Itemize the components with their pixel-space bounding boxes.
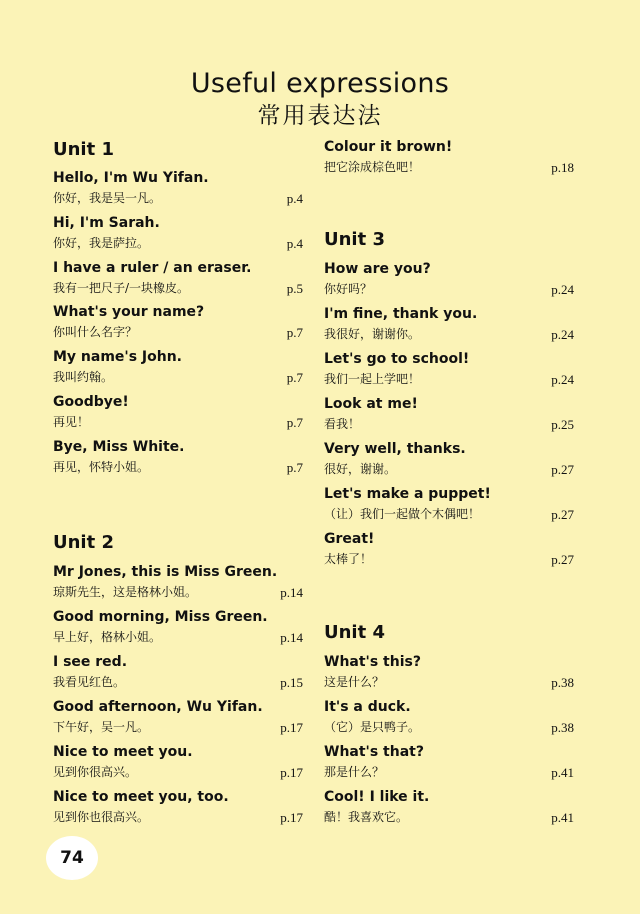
english-expression: Hi, I'm Sarah. [53,215,160,231]
expression-entry [53,169,303,214]
page-number: 74 [60,848,84,868]
english-expression: Very well, thanks. [324,441,466,457]
unit-heading: Unit 4 [324,622,385,643]
chinese-translation: 再见！ [53,415,90,429]
page-title: Useful expressions [190,68,450,99]
english-expression: Good morning, Miss Green. [53,609,268,625]
page-reference: p.24 [551,327,574,342]
chinese-translation: 你好，我是吴一凡。 [53,191,162,205]
expression-entry [324,350,574,395]
page-reference: p.14 [280,585,303,600]
expression-entry [324,698,574,743]
chinese-translation: 你好吗？ [324,282,373,296]
chinese-translation: （让）我们一起做个木偶吧！ [324,507,481,521]
expression-entry [324,305,574,350]
english-expression: Hello, I'm Wu Yifan. [53,170,209,186]
page-reference: p.17 [280,720,303,735]
chinese-translation: 太棒了！ [324,552,373,566]
english-expression: Bye, Miss White. [53,439,185,455]
page-reference: p.41 [551,765,574,780]
page-reference: p.5 [286,281,303,296]
page-subtitle: 常用表达法 [257,103,383,129]
english-expression: Cool! I like it. [324,789,430,805]
english-expression: I'm fine, thank you. [324,306,478,322]
page-reference: p.38 [551,675,574,690]
english-expression: Great! [324,531,375,547]
page-reference: p.24 [551,282,574,297]
expression-entry [53,348,303,393]
english-expression: I have a ruler / an eraser. [53,260,252,276]
english-expression: Good afternoon, Wu Yifan. [53,699,263,715]
chinese-translation: 见到你也很高兴。 [53,810,150,824]
page-reference: p.17 [280,765,303,780]
chinese-translation: 我很好，谢谢你。 [324,327,421,341]
chinese-translation: 下午好，吴一凡。 [53,720,150,734]
chinese-translation: 早上好，格林小姐。 [53,630,162,644]
page-reference: p.24 [551,372,574,387]
expression-entry [324,485,574,530]
chinese-translation: 我叫约翰。 [53,370,114,384]
chinese-translation: 我看见红色。 [53,675,126,689]
expression-entry [324,395,574,440]
english-expression: Mr Jones, this is Miss Green. [53,564,278,580]
english-expression: Nice to meet you. [53,744,193,760]
page-number-badge [46,836,98,880]
chinese-translation: （它）是只鸭子。 [324,720,421,734]
expression-entry [324,788,574,833]
expression-entry [324,743,574,788]
english-expression: My name's John. [53,349,183,365]
chinese-translation: 见到你很高兴。 [53,765,138,779]
english-expression: It's a duck. [324,699,411,715]
expression-entry [53,393,303,438]
expression-entry [324,653,574,698]
page-reference: p.27 [551,552,574,567]
expression-entry [53,608,303,653]
unit-heading: Unit 1 [53,139,114,160]
page-reference: p.27 [551,462,574,477]
chinese-translation: 酷！我喜欢它。 [324,810,409,824]
page-reference: p.27 [551,507,574,522]
chinese-translation: 这是什么？ [324,675,385,689]
english-expression: What's that? [324,744,424,760]
expression-entry [53,259,303,304]
chinese-translation: 琼斯先生，这是格林小姐。 [53,585,198,599]
expression-entry [324,138,574,183]
expression-entry [324,440,574,485]
unit-heading: Unit 3 [324,229,385,250]
chinese-translation: 再见，怀特小姐。 [53,460,150,474]
page-reference: p.7 [286,325,303,340]
page-reference: p.4 [286,191,303,206]
english-expression: What's this? [324,654,421,670]
page-reference: p.17 [280,810,303,825]
chinese-translation: 我们一起上学吧！ [324,372,421,386]
page-reference: p.7 [286,370,303,385]
english-expression: Let's make a puppet! [324,486,491,502]
page-reference: p.4 [286,236,303,251]
page-reference: p.7 [286,460,303,475]
chinese-translation: 我有一把尺子/一块橡皮。 [53,281,190,295]
expression-entry [53,788,303,833]
chinese-translation: 那是什么？ [324,765,385,779]
english-expression: Nice to meet you, too. [53,789,229,805]
english-expression: What's your name? [53,304,205,320]
expression-entry [53,653,303,698]
chinese-translation: 你叫什么名字？ [53,325,138,339]
expression-entry [324,260,574,305]
chinese-translation: 很好，谢谢。 [324,462,397,476]
expression-entry [53,698,303,743]
chinese-translation: 看我！ [324,417,361,431]
page-reference: p.18 [551,160,574,175]
english-expression: How are you? [324,261,431,277]
chinese-translation: 把它涂成棕色吧！ [324,160,421,174]
english-expression: Let's go to school! [324,351,470,367]
expression-entry [53,743,303,788]
unit-heading: Unit 2 [53,532,114,553]
english-expression: Goodbye! [53,394,129,410]
expression-entry [53,563,303,608]
english-expression: Look at me! [324,396,418,412]
page-reference: p.25 [551,417,574,432]
chinese-translation: 你好，我是萨拉。 [53,236,150,250]
page-reference: p.7 [286,415,303,430]
page-reference: p.41 [551,810,574,825]
page-reference: p.14 [280,630,303,645]
expression-entry [53,214,303,259]
english-expression: I see red. [53,654,128,670]
expression-entry [53,438,303,483]
page-reference: p.38 [551,720,574,735]
page-reference: p.15 [280,675,303,690]
expression-entry [324,530,574,575]
expression-entry [53,303,303,348]
english-expression: Colour it brown! [324,139,453,155]
